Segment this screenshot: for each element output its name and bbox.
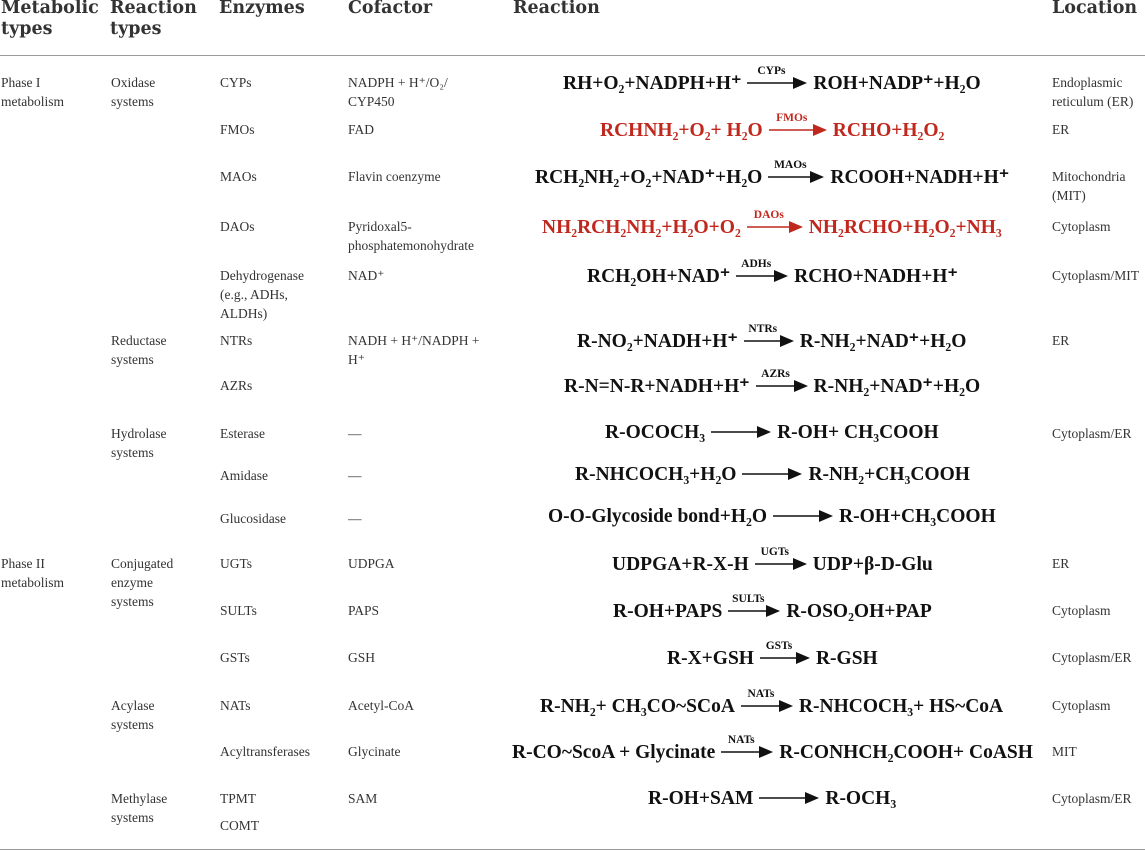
reaction-reactants: RCH₂OH+NAD⁺ (587, 266, 731, 287)
enzyme-cell: COMT (220, 818, 260, 833)
reaction-products: R-NH₂+NAD⁺+H₂O (813, 376, 981, 397)
enzyme-cell: Glucosidase (220, 511, 286, 526)
cofactor-cell: — (348, 468, 362, 483)
reaction-equation (548, 500, 996, 528)
footer-rule (0, 849, 1145, 850)
cofactor-cell: SAM (348, 791, 378, 806)
reaction-arrow (711, 416, 771, 438)
header-metabolic-types: Metabolic types (1, 0, 99, 39)
reaction-equation (575, 458, 970, 486)
arrow-icon (742, 468, 802, 480)
cofactor-cell: Acetyl-CoA (348, 698, 414, 713)
header-location: Location (1052, 0, 1138, 18)
reaction-arrow (755, 548, 807, 570)
reaction-equation (612, 548, 933, 576)
reaction-products: R-CONHCH₂COOH+ CoASH (779, 742, 1033, 763)
enzyme-cell: CYPs (220, 75, 252, 90)
location-cell: Cytoplasm (1052, 698, 1111, 713)
location-cell: Endoplasmic reticulum (ER) (1052, 75, 1134, 109)
reaction-reactants: R-NHCOCH₃+H₂O (575, 464, 737, 485)
reaction-equation (613, 595, 932, 623)
header-rule (0, 55, 1145, 56)
arrow-icon (768, 171, 824, 183)
reaction-reactants: O-O-Glycoside bond+H₂O (548, 506, 768, 527)
location-cell: ER (1052, 333, 1070, 348)
arrow-icon (760, 652, 810, 664)
reaction-arrow (759, 782, 819, 804)
reaction-arrow-label: MAOs (774, 159, 807, 171)
location-cell: Cytoplasm/ER (1052, 650, 1132, 665)
reaction-equation (540, 690, 1003, 718)
arrow-icon (747, 221, 803, 233)
reaction-arrow (747, 211, 803, 233)
reaction-products: UDP+β-D-Glu (812, 554, 933, 575)
header-cofactor: Cofactor (348, 0, 433, 18)
enzyme-cell: Acyltransferases (220, 744, 310, 759)
reaction-arrow-label: NTRs (748, 323, 778, 335)
enzyme-cell: NTRs (220, 333, 253, 348)
arrow-icon (711, 426, 771, 438)
metabolic-type-phase-1: Phase I metabolism (1, 75, 64, 109)
cofactor-cell: Flavin coenzyme (348, 169, 441, 184)
reaction-products: RCOOH+NADH+H⁺ (830, 167, 1010, 188)
reaction-arrow-label: ADHs (741, 258, 772, 270)
reaction-reactants: RCH₂NH₂+O₂+NAD⁺+H₂O (535, 167, 763, 188)
enzyme-cell: MAOs (220, 169, 257, 184)
enzyme-cell: UGTs (220, 556, 253, 571)
reaction-products: R-OH+CH₃COOH (839, 506, 996, 527)
reaction-arrow-label: CYPs (757, 65, 786, 77)
cofactor-cell: NADPH + H⁺/O₂/ CYP450 (348, 75, 448, 109)
location-cell: Cytoplasm (1052, 603, 1111, 618)
reaction-reactants: RCHNH₂+O₂+ H₂O (600, 120, 763, 141)
reaction-arrow-label: NATs (747, 688, 775, 700)
reaction-arrow-label: SULTs (732, 593, 765, 605)
reaction-products: NH₂RCHO+H₂O₂+NH₃ (808, 217, 1002, 238)
enzyme-cell: SULTs (220, 603, 257, 618)
location-cell: Cytoplasm/MIT (1052, 268, 1139, 283)
arrow-icon (741, 700, 793, 712)
reaction-products: RCHO+NADH+H⁺ (794, 266, 958, 287)
arrow-icon (769, 124, 827, 136)
reaction-reactants: R-NH₂+ CH₃CO~SCoA (540, 696, 735, 717)
reaction-equation (512, 736, 1033, 764)
cofactor-cell: — (348, 426, 362, 441)
reaction-type-hydrolase: Hydrolase systems (111, 426, 167, 460)
enzyme-cell: Esterase (220, 426, 265, 441)
reaction-products: R-OCH₃ (825, 788, 897, 809)
reaction-equation (564, 370, 980, 398)
reaction-arrow-label: NATs (727, 734, 755, 746)
location-cell: ER (1052, 122, 1070, 137)
reaction-reactants: R-N=N-R+NADH+H⁺ (564, 376, 750, 397)
reaction-arrow-label: DAOs (753, 209, 784, 221)
reaction-arrow-label: UGTs (760, 546, 789, 558)
reaction-reactants: UDPGA+R-X-H (612, 554, 749, 575)
arrow-icon (736, 270, 788, 282)
reaction-arrow-label: FMOs (776, 112, 808, 124)
reaction-arrow (741, 690, 793, 712)
cofactor-cell: Glycinate (348, 744, 401, 759)
arrow-icon (759, 792, 819, 804)
cofactor-cell: FAD (348, 122, 375, 137)
location-cell: Mitochondria (MIT) (1052, 169, 1126, 203)
enzyme-cell: Dehydrogenase (e.g., ADHs, ALDHs) (220, 268, 304, 321)
arrow-icon (756, 380, 808, 392)
location-cell: Cytoplasm/ER (1052, 426, 1132, 441)
reaction-products: R-GSH (815, 648, 878, 669)
header-reaction-types: Reaction types (110, 0, 197, 39)
cofactor-cell: Pyridoxal5-phosphatemonohydrate (348, 219, 474, 253)
reaction-arrow-label: GSTs (765, 640, 793, 652)
arrow-icon (721, 746, 773, 758)
reaction-arrow (756, 370, 808, 392)
enzyme-cell: DAOs (220, 219, 255, 234)
reaction-reactants: R-X+GSH (667, 648, 754, 669)
reaction-products: R-NHCOCH₃+ HS~CoA (798, 696, 1004, 717)
reaction-products: ROH+NADP⁺+H₂O (813, 73, 981, 94)
location-cell: Cytoplasm (1052, 219, 1111, 234)
reaction-equation (542, 211, 1002, 239)
cofactor-cell: UDPGA (348, 556, 395, 571)
reaction-reactants: R-OH+PAPS (613, 601, 723, 622)
reaction-products: R-OH+ CH₃COOH (777, 422, 939, 443)
reaction-equation (563, 67, 981, 95)
arrow-icon (728, 605, 780, 617)
reaction-type-oxidase: Oxidase systems (111, 75, 156, 109)
header-reaction: Reaction (513, 0, 600, 18)
reaction-arrow (769, 114, 827, 136)
reaction-equation (667, 642, 878, 670)
reaction-products: R-NH₂+NAD⁺+H₂O (799, 331, 967, 352)
reaction-arrow (760, 642, 810, 664)
reaction-type-methylase: Methylase systems (111, 791, 168, 825)
enzyme-cell: FMOs (220, 122, 255, 137)
reaction-equation (648, 782, 896, 810)
reaction-equation (600, 114, 944, 142)
reaction-products: R-NH₂+CH₃COOH (808, 464, 970, 485)
reaction-arrow (747, 67, 807, 89)
reaction-arrow (721, 736, 773, 758)
reaction-products: R-OSO₂OH+PAP (786, 601, 932, 622)
reaction-arrow (742, 458, 802, 480)
reaction-equation (587, 260, 958, 288)
cofactor-cell: — (348, 511, 362, 526)
enzyme-cell: TPMT (220, 791, 257, 806)
reaction-arrow (773, 500, 833, 522)
reaction-type-acylase: Acylase systems (111, 698, 155, 732)
location-cell: ER (1052, 556, 1070, 571)
reaction-equation (535, 161, 1009, 189)
arrow-icon (744, 335, 794, 347)
location-cell: Cytoplasm/ER (1052, 791, 1132, 806)
reaction-reactants: R-NO₂+NADH+H⁺ (577, 331, 738, 352)
reaction-products: RCHO+H₂O₂ (832, 120, 945, 141)
reaction-type-conjugated: Conjugated enzyme systems (111, 556, 174, 609)
reaction-equation (577, 325, 966, 353)
reaction-arrow (768, 161, 824, 183)
cofactor-cell: NADH + H⁺/NADPH + H⁺ (348, 333, 480, 367)
reaction-reactants: R-OCOCH₃ (605, 422, 706, 443)
metabolic-type-phase-2: Phase II metabolism (1, 556, 64, 590)
enzyme-cell: AZRs (220, 378, 253, 393)
reaction-arrow (744, 325, 794, 347)
cofactor-cell: NAD⁺ (348, 268, 385, 283)
reaction-type-reductase: Reductase systems (111, 333, 167, 367)
reaction-arrow (728, 595, 780, 617)
reaction-equation (605, 416, 939, 444)
reaction-reactants: R-CO~ScoA + Glycinate (512, 742, 716, 763)
enzyme-cell: NATs (220, 698, 251, 713)
enzyme-cell: Amidase (220, 468, 268, 483)
reaction-arrow (736, 260, 788, 282)
reaction-reactants: NH₂RCH₂NH₂+H₂O+O₂ (542, 217, 741, 238)
header-enzymes: Enzymes (219, 0, 305, 18)
cofactor-cell: PAPS (348, 603, 380, 618)
reaction-arrow-label: AZRs (761, 368, 790, 380)
reaction-reactants: R-OH+SAM (648, 788, 754, 809)
location-cell: MIT (1052, 744, 1077, 759)
enzyme-cell: GSTs (220, 650, 250, 665)
cofactor-cell: GSH (348, 650, 376, 665)
arrow-icon (773, 510, 833, 522)
arrow-icon (755, 558, 807, 570)
reaction-reactants: RH+O₂+NADPH+H⁺ (563, 73, 742, 94)
arrow-icon (747, 77, 807, 89)
